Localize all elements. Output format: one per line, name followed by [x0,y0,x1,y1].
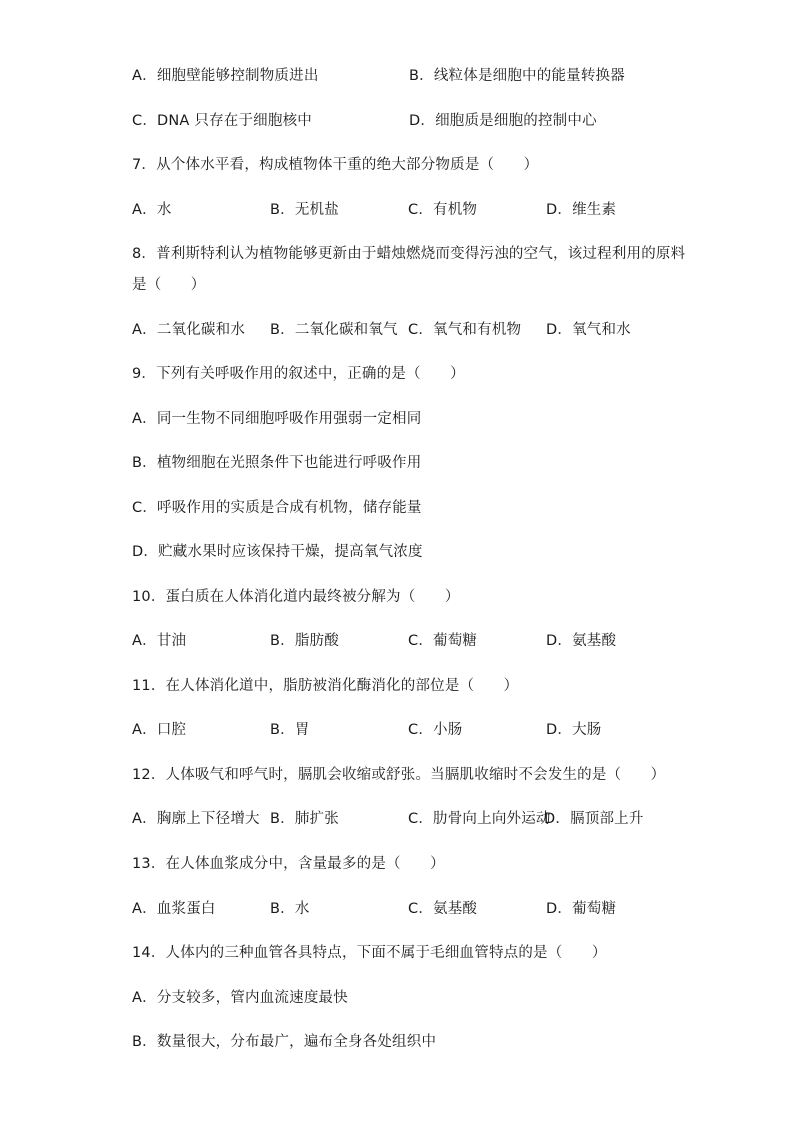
option-c: C．小肠 [408,722,463,738]
option-d: D．膈顶部上升 [544,811,644,827]
option-a: A．细胞壁能够控制物质进出 [132,68,319,84]
option-b: B．肺扩张 [270,811,339,827]
question-10-stem: 10．蛋白质在人体消化道内最终被分解为（ ） [132,589,460,605]
option-a: A．甘油 [132,633,187,649]
option-c: C．肋骨向上向外运动 [408,811,551,827]
option-c: C．葡萄糖 [408,633,478,649]
question-13-stem: 13．在人体血浆成分中，含量最多的是（ ） [132,856,445,872]
option-b: B．脂肪酸 [270,633,339,649]
option-b: B．胃 [270,722,310,738]
option-d: D．贮藏水果时应该保持干燥，提高氧气浓度 [132,544,423,560]
option-b: B．线粒体是细胞中的能量转换器 [409,68,625,84]
question-14-stem: 14．人体内的三种血管各具特点，下面不属于毛细血管特点的是（ ） [132,945,607,961]
option-c: C．氨基酸 [408,901,478,917]
option-b: B．无机盐 [270,202,339,218]
option-d: D．氨基酸 [546,633,617,649]
option-b: B．二氧化碳和氧气 [270,322,398,338]
option-c: C．氧气和有机物 [408,322,522,338]
option-b: B．水 [270,901,310,917]
option-d: D．葡萄糖 [546,901,617,917]
option-a: A．水 [132,202,172,218]
option-d: D．维生素 [546,202,617,218]
option-b: B．植物细胞在光照条件下也能进行呼吸作用 [132,455,422,471]
option-c: C．有机物 [408,202,478,218]
option-d: D．细胞质是细胞的控制中心 [409,113,597,129]
question-9-stem: 9．下列有关呼吸作用的叙述中，正确的是（ ） [132,366,465,382]
question-8-stem-cont: 是（ ） [132,277,206,293]
option-a: A．同一生物不同细胞呼吸作用强弱一定相同 [132,411,422,427]
option-c: C．DNA 只存在于细胞核中 [132,113,312,129]
option-a: A．血浆蛋白 [132,901,216,917]
option-b: B．数量很大，分布最广，遍布全身各处组织中 [132,1034,437,1050]
option-c: C．呼吸作用的实质是合成有机物，储存能量 [132,500,422,516]
option-a: A．胸廓上下径增大 [132,811,260,827]
question-8-stem: 8．普利斯特利认为植物能够更新由于蜡烛燃烧而变得污浊的空气，该过程利用的原料 [132,246,686,262]
option-a: A．口腔 [132,722,187,738]
question-7-stem: 7．从个体水平看，构成植物体干重的绝大部分物质是（ ） [132,157,539,173]
option-d: D．氧气和水 [546,322,631,338]
option-d: D．大肠 [546,722,602,738]
question-11-stem: 11．在人体消化道中，脂肪被消化酶消化的部位是（ ） [132,678,519,694]
option-a: A．分支较多，管内血流速度最快 [132,990,348,1006]
question-12-stem: 12．人体吸气和呼气时，膈肌会收缩或舒张。当膈肌收缩时不会发生的是（ ） [132,767,666,783]
option-a: A．二氧化碳和水 [132,322,246,338]
